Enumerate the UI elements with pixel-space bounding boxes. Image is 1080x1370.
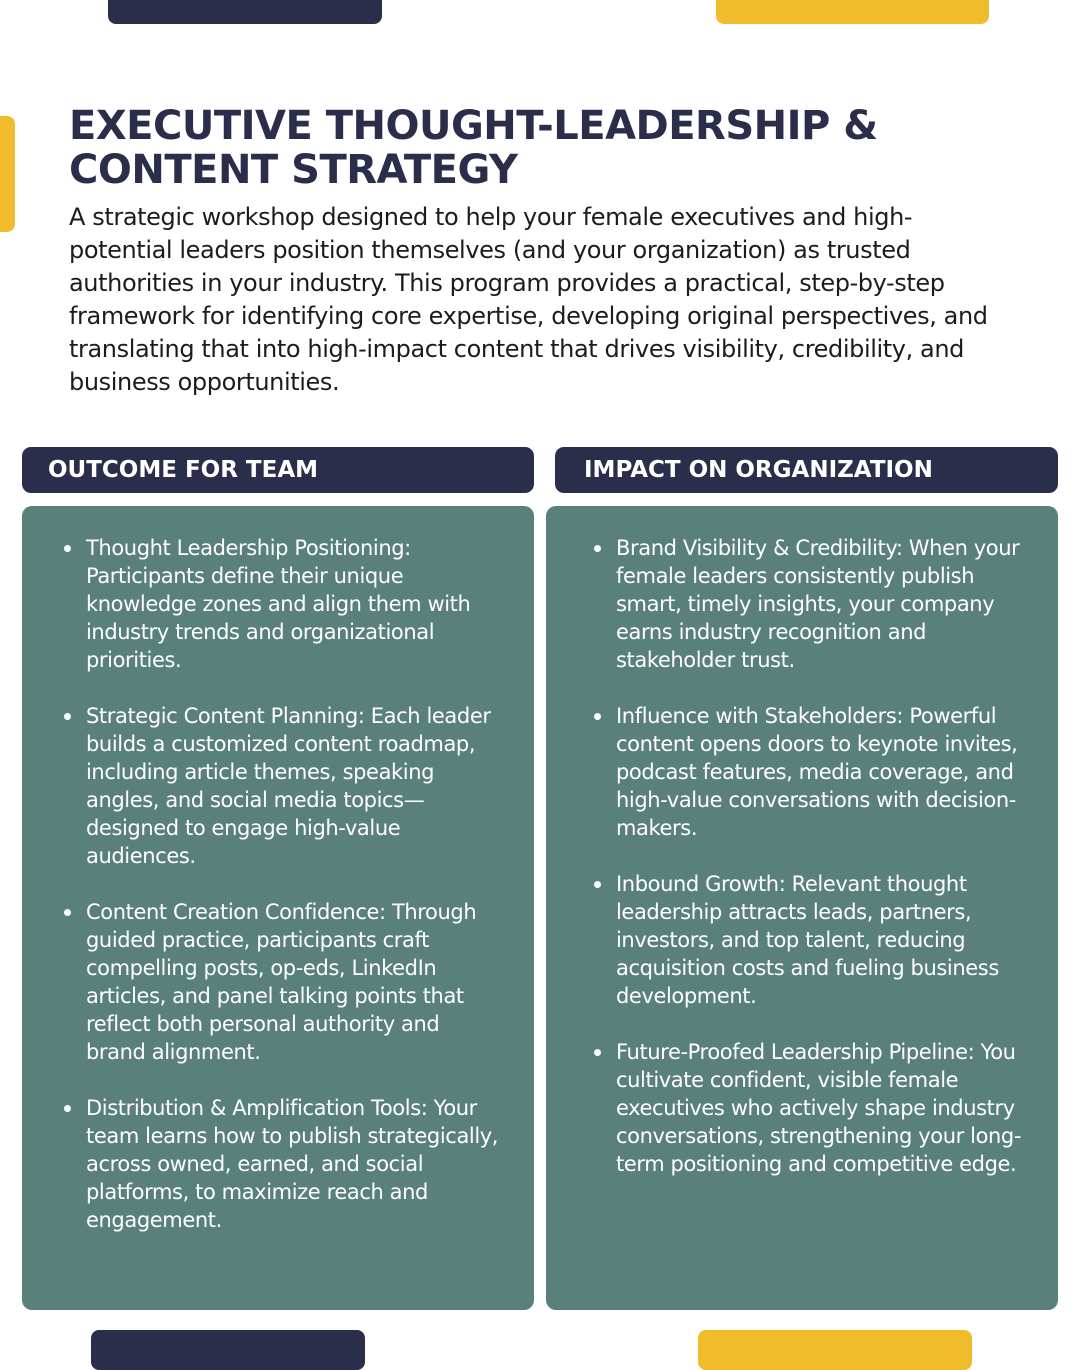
impact-item bbox=[592, 702, 1032, 842]
impact-item bbox=[592, 1038, 1032, 1178]
bullet-icon bbox=[594, 545, 601, 552]
impact-item bbox=[592, 870, 1032, 1010]
outcome-item bbox=[62, 702, 502, 870]
outcome-for-team-panel bbox=[22, 506, 534, 1310]
outcome-item bbox=[62, 534, 502, 674]
outcome-item bbox=[62, 898, 502, 1066]
bullet-icon bbox=[64, 1105, 71, 1112]
impact-on-organization-panel bbox=[546, 506, 1058, 1310]
impact-item-text: Inbound Growth: Relevant thought leadership attracts leads, partners, investors, and top talent, reducing acquisition costs and fueling business development. bbox=[616, 872, 999, 1008]
outcome-item-text: Thought Leadership Positioning: Participants define their unique knowledge zones and align them with industry trends and organizational priorities. bbox=[86, 536, 471, 672]
impact-on-organization-header: IMPACT ON ORGANIZATION bbox=[555, 447, 1058, 493]
page-title: EXECUTIVE THOUGHT-LEADERSHIP & CONTENT STRATEGY bbox=[69, 103, 878, 193]
impact-list bbox=[592, 534, 1032, 1206]
impact-item-text: Future-Proofed Leadership Pipeline: You cultivate confident, visible female executives who actively shape industry conversations, strengthening your long-term positioning and competitive edge. bbox=[616, 1040, 1022, 1176]
intro-paragraph: A strategic workshop designed to help your female executives and high-potential leaders position themselves (and your organization) as trusted authorities in your industry. This program provides a practical, step-by-step framework for identifying core expertise, developing original perspectives, and translating that into high-impact content that drives visibility, credibility, and business opportunities. bbox=[69, 203, 988, 396]
bullet-icon bbox=[64, 545, 71, 552]
outcome-for-team-header: OUTCOME FOR TEAM bbox=[22, 447, 534, 493]
bullet-icon bbox=[64, 909, 71, 916]
outcome-item-text: Content Creation Confidence: Through guided practice, participants craft compelling posts, op-eds, LinkedIn articles, and panel talking points that reflect both personal authority and brand alignment. bbox=[86, 900, 477, 1064]
decorative-navy-bar-top bbox=[108, 0, 382, 24]
bullet-icon bbox=[594, 713, 601, 720]
outcome-item-text: Distribution & Amplification Tools: Your team learns how to publish strategically, across owned, earned, and social platforms, to maximize reach and engagement. bbox=[86, 1096, 499, 1232]
impact-item bbox=[592, 534, 1032, 674]
decorative-yellow-bar-top bbox=[716, 0, 989, 24]
outcome-list bbox=[62, 534, 502, 1262]
bullet-icon bbox=[64, 713, 71, 720]
impact-item-text: Influence with Stakeholders: Powerful content opens doors to keynote invites, podcast features, media coverage, and high-value conversations with decision-makers. bbox=[616, 704, 1018, 840]
impact-item-text: Brand Visibility & Credibility: When your female leaders consistently publish smart, timely insights, your company earns industry recognition and stakeholder trust. bbox=[616, 536, 1020, 672]
bullet-icon bbox=[594, 1049, 601, 1056]
bullet-icon bbox=[594, 881, 601, 888]
outcome-item bbox=[62, 1094, 502, 1234]
outcome-item-text: Strategic Content Planning: Each leader builds a customized content roadmap, including article themes, speaking angles, and social media topics—designed to engage high-value audiences. bbox=[86, 704, 491, 868]
decorative-yellow-bar-bottom bbox=[698, 1330, 972, 1370]
decorative-navy-bar-bottom bbox=[91, 1330, 365, 1370]
decorative-yellow-bar-side bbox=[0, 116, 15, 232]
